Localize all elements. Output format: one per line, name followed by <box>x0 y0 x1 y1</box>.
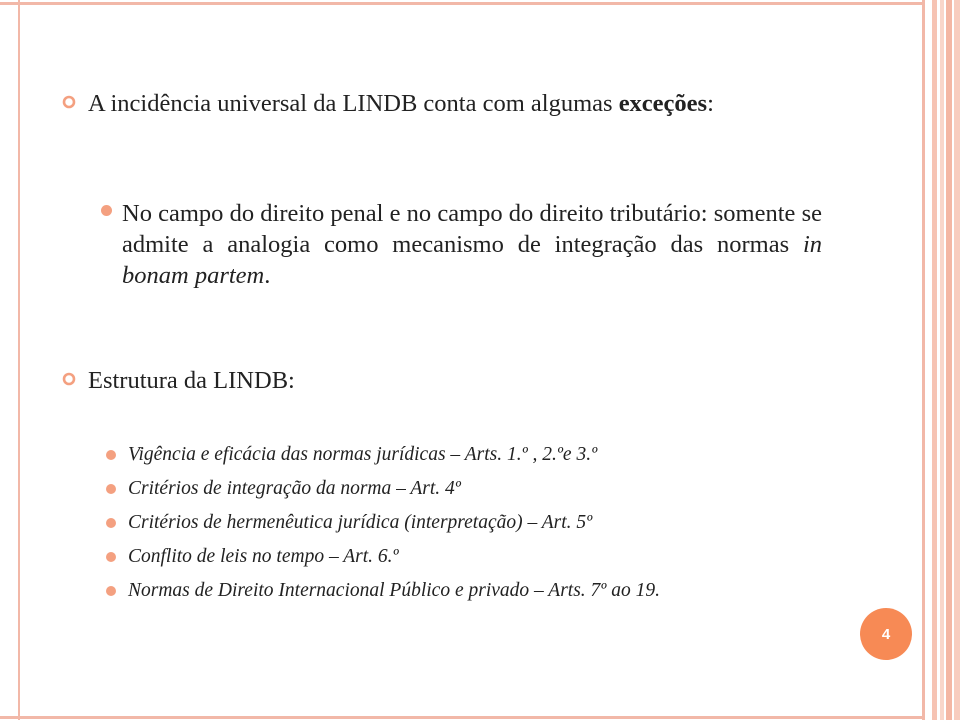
dot-bullet-icon <box>106 450 116 460</box>
exceptions-paragraph <box>88 88 822 119</box>
dot-bullet-icon <box>106 552 116 562</box>
decorative-stripe <box>932 0 937 720</box>
penal-period: . <box>264 262 271 289</box>
structure-item: Vigência e eficácia das normas jurídicas – Arts. 1.º , 2.ºe 3.º <box>128 444 598 465</box>
decorative-stripe <box>940 0 944 720</box>
dot-bullet-icon <box>106 484 116 494</box>
page-number-badge: 4 <box>860 608 912 660</box>
exceptions-bold: exceções <box>618 90 708 117</box>
exceptions-text: A incidência universal da LINDB conta com algumas <box>88 90 619 117</box>
penal-tributario-paragraph <box>122 198 822 291</box>
exceptions-colon: : <box>707 90 714 117</box>
ring-bullet-icon <box>62 372 76 386</box>
structure-item: Critérios de integração da norma – Art. 4º <box>128 478 461 499</box>
structure-item: Normas de Direito Internacional Público e privado – Arts. 7º ao 19. <box>128 580 660 601</box>
dot-bullet-icon <box>106 586 116 596</box>
frame-right-line <box>922 0 925 720</box>
structure-item: Critérios de hermenêutica jurídica (interpretação) – Art. 5º <box>128 512 593 533</box>
structure-item: Conflito de leis no tempo – Art. 6.º <box>128 546 399 567</box>
penal-text: No campo do direito penal e no campo do direito tributário: somente se admite a analogia como mecanismo de integração das normas <box>122 200 822 258</box>
structure-title: Estrutura da LINDB: <box>88 367 295 394</box>
frame-bottom-line <box>0 716 925 719</box>
decorative-stripe <box>946 0 952 720</box>
dot-bullet-icon <box>106 518 116 528</box>
penal-italic: in bonam partem <box>122 231 822 289</box>
frame-left-line <box>18 0 20 720</box>
ring-bullet-icon <box>62 95 76 109</box>
dot-bullet-icon <box>101 205 112 216</box>
decorative-stripe <box>954 0 960 720</box>
frame-top-line <box>0 2 925 5</box>
